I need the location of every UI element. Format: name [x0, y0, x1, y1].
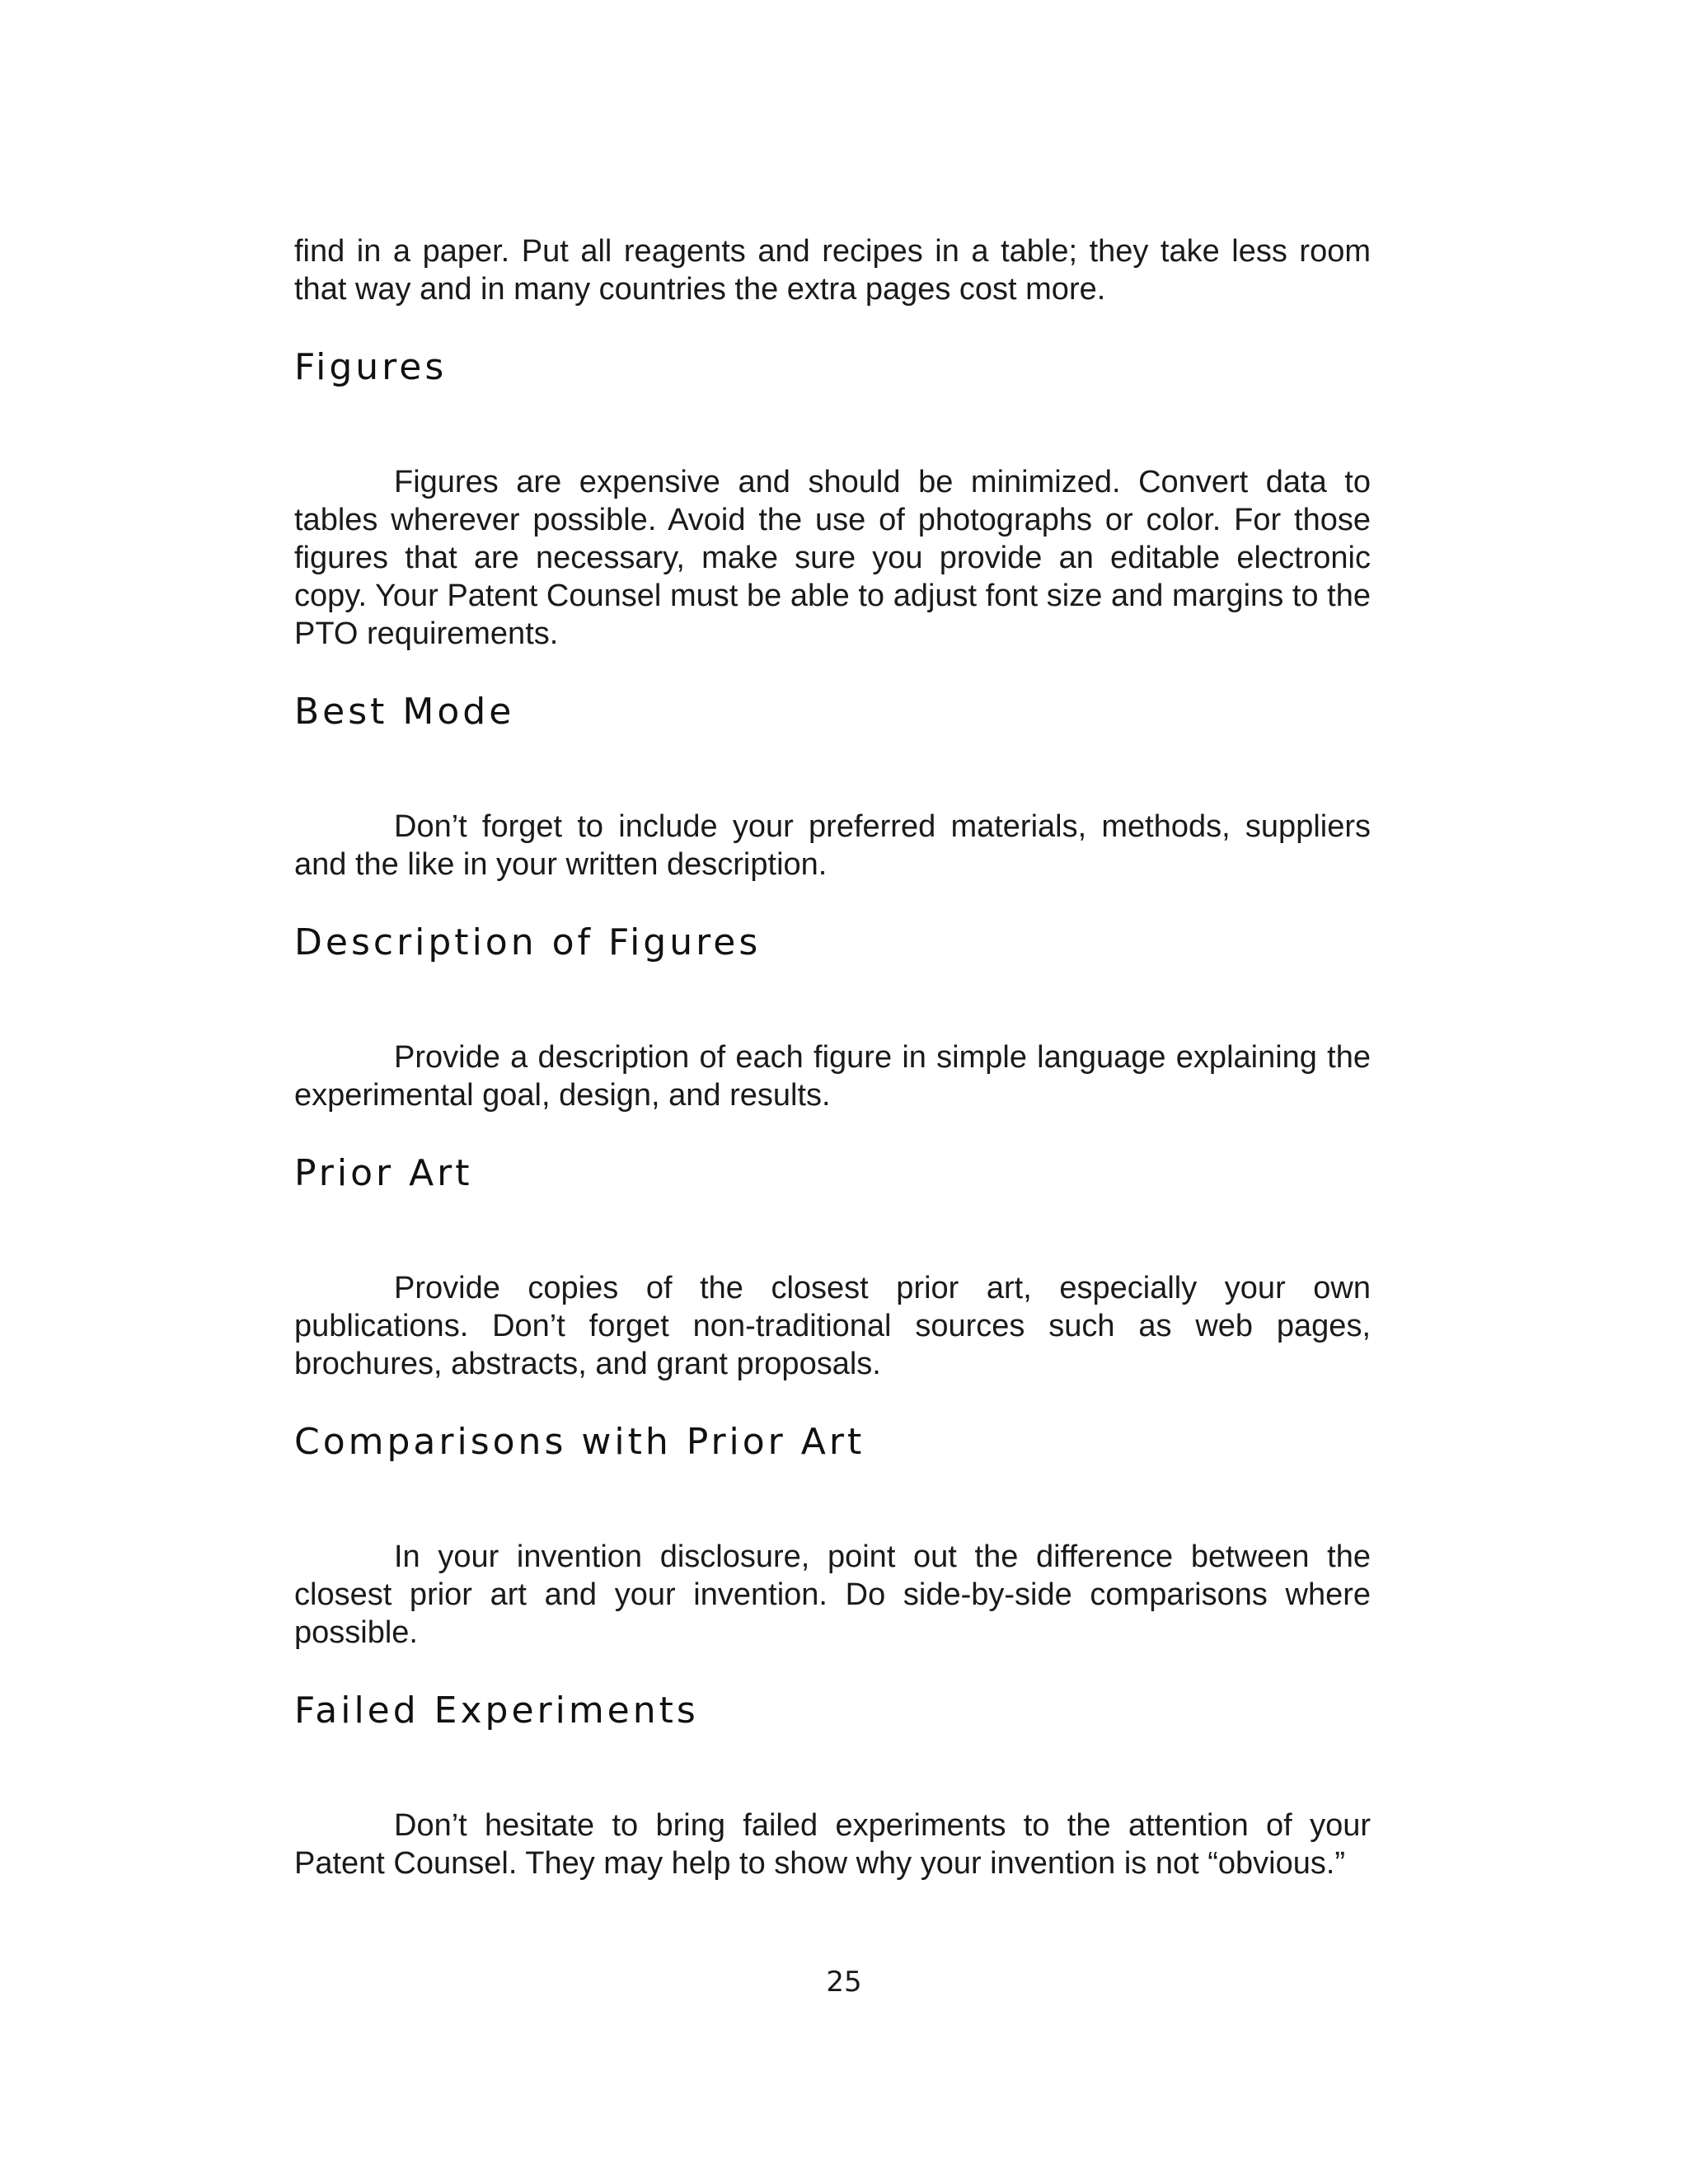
spacer — [294, 883, 1371, 920]
intro-paragraph: find in a paper. Put all reagents and recipes in a table; they take less room that way and in many countries the extra pages cost more. — [294, 234, 1371, 307]
spacer — [294, 1383, 1371, 1419]
section-heading-comparisons-with-prior-art: Comparisons with Prior Art — [294, 1421, 865, 1463]
section-body-description-of-figures: Provide a description of each figure in simple language explaining the experimental goal, design, and results. — [294, 1040, 1371, 1113]
spacer — [294, 1734, 1371, 1807]
page-content — [294, 232, 1371, 1882]
spacer — [294, 1465, 1371, 1538]
section-body-prior-art: Provide copies of the closest prior art, especially your own publications. Don’t forget non-traditional sources such as web pages, brochures, abstracts, and grant proposals. — [294, 1271, 1371, 1381]
page-number: 25 — [826, 1966, 862, 1999]
spacer — [294, 308, 1371, 344]
spacer — [294, 1114, 1371, 1151]
spacer — [294, 391, 1371, 463]
section-heading-best-mode: Best Mode — [294, 691, 515, 733]
section-heading-description-of-figures: Description of Figures — [294, 921, 762, 963]
section-heading-failed-experiments: Failed Experiments — [294, 1690, 699, 1732]
spacer — [294, 653, 1371, 689]
spacer — [294, 1652, 1371, 1688]
section-body-best-mode: Don’t forget to include your preferred materials, methods, suppliers and the like in your written description. — [294, 809, 1371, 882]
section-body-figures: Figures are expensive and should be minimized. Convert data to tables wherever possible. Avoid the use of photographs or color. For those figures that are necessary, make sure you provide an editable electronic copy. Your Patent Counsel must be able to adjust font size and margins to the PTO requirements. — [294, 465, 1371, 651]
section-heading-figures: Figures — [294, 346, 448, 388]
spacer — [294, 966, 1371, 1038]
section-heading-prior-art: Prior Art — [294, 1152, 473, 1194]
spacer — [294, 1197, 1371, 1269]
spacer — [294, 735, 1371, 808]
section-body-comparisons-with-prior-art: In your invention disclosure, point out the difference between the closest prior art and your invention. Do side-by-side comparisons where possible. — [294, 1540, 1371, 1650]
section-body-failed-experiments: Don’t hesitate to bring failed experiments to the attention of your Patent Counsel. They may help to show why your invention is not “obvious.” — [294, 1808, 1371, 1881]
